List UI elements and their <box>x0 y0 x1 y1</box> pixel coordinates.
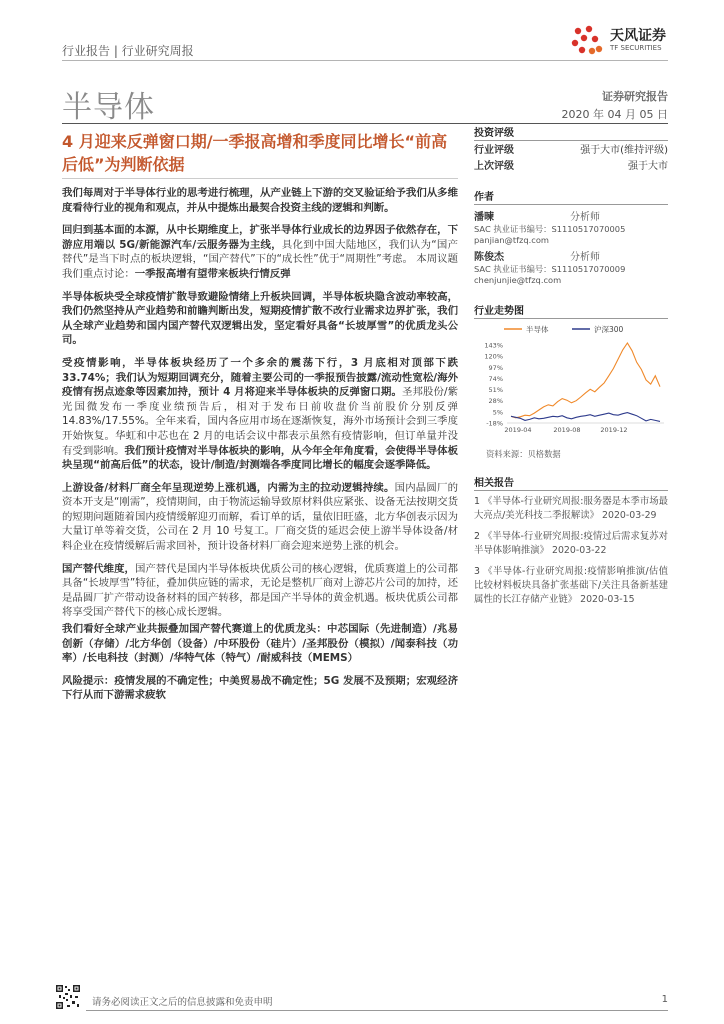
paragraph-intro <box>62 186 458 215</box>
y-tick-label: -18% <box>486 419 503 428</box>
rating-title: 投资评级 <box>474 124 668 141</box>
chart-section <box>474 302 668 319</box>
fundamentals-text: 具化到中国大陆地区，我们认为“国产替代”是当下时点的板块逻辑，“国产替代”下的“成长性”优于“周期性”考虑。 本周议题我们重点讨论： <box>62 238 458 280</box>
related-report-text[interactable]: 2 《半导体-行业研究周报:疫情过后需求复苏对半导体影响推演》 <box>474 530 668 557</box>
x-tick-label: 2019-08 <box>553 426 581 434</box>
risk-warning-text: 风险提示：疫情发展的不确定性；中美贸易战不确定性；5G 发展不及预期；宏观经济下行从而下游需求疲软 <box>62 674 458 702</box>
report-body <box>62 186 458 711</box>
logo-name: 天风证券 <box>610 28 666 44</box>
industry-rating-label: 行业评级 <box>474 145 514 156</box>
chart-section-title: 行业走势图 <box>474 302 668 319</box>
epidemic-lead: 受疫情影响，半导体板块经历了一个多余的震荡下行，3 月底相对顶部下跌 33.74%；我们认为短期回调充分，随着主要公司的一季报预告披露/流动性宽松/海外疫情有拐点迹象等因素加持，预计 4 月将迎来半导体板块的反弹窗口期。 <box>62 356 458 399</box>
previous-rating-value: 强于大市 <box>628 161 668 172</box>
report-category: 行业报告 | 行业研究周报 <box>62 44 194 58</box>
industry-title: 半导体 <box>62 90 155 125</box>
intro-text: 我们每周对于半导体行业的思考进行梳理，从产业链上下游的交叉验证给予我们从多维度看待行业的视角和观点，并从中提炼出最契合投资主线的逻辑和判断。 <box>62 187 458 214</box>
authors-title: 作者 <box>474 188 668 205</box>
related-reports-section <box>474 474 668 614</box>
paragraph-risk <box>62 674 458 703</box>
industry-rating-value: 强于大市(维持评级) <box>580 145 668 156</box>
equipment-lead: 上游设备/材料厂商全年呈现逆势上涨机遇，内需为主的拉动逻辑持续。 <box>62 481 395 494</box>
y-tick-label: 120% <box>484 352 503 361</box>
related-report-date: 2020-03-15 <box>580 594 635 606</box>
y-tick-label: 5% <box>492 408 503 417</box>
footer-divider <box>86 1010 668 1011</box>
rating-section <box>474 124 668 175</box>
author-role: 分析师 <box>570 252 600 263</box>
y-tick-label: 51% <box>488 386 503 395</box>
equipment-text: 国内晶圆厂的资本开支是“刚需”，疫情期间，由于物流运输导致原材料供应紧张、设备无法按期交货的短期问题随着国内疫情缓解迎刃而解，看订单的话，量依旧旺盛，北方华创表示因为大量订单等着交货，公司在 2 月 10 号复工。厂商交货的延迟会使上游半导体设备/材料企业在疫情缓解后需求回补，预计设备材料厂商会迎来逆势上涨的机会。 <box>62 481 458 553</box>
stock-picks-text: 我们看好全球产业共振叠加国产替代赛道上的优质龙头：中芯国际（先进制造）/兆易创新（存储）/北方华创（设备）/中环股份（硅片）/圣邦股份（模拟）/闻泰科技（功率）/长电科技（封测）/华特气体（特气）/耐威科技（MEMS） <box>62 623 458 665</box>
authors-section <box>474 188 668 286</box>
report-main-title: 4 月迎来反弹窗口期/一季报高增和季度同比增长“前高后低”为判断依据 <box>62 132 448 174</box>
previous-rating-label: 上次评级 <box>474 161 514 172</box>
related-reports-list <box>474 495 668 608</box>
legend-label-csi300: 沪深300 <box>594 325 624 334</box>
related-report-date: 2020-03-22 <box>552 545 607 557</box>
x-tick-label: 2019-12 <box>600 426 628 434</box>
author-name-row <box>474 211 668 224</box>
series-line-semiconductor <box>511 343 660 418</box>
legend-label-semiconductor: 半导体 <box>526 325 549 334</box>
fundamentals-lead: 回归到基本面的本源，从中长期维度上，扩张半导体行业成长的边界因子依然存在，下游应用端以 5G/新能源汽车/云服务器为主线， <box>62 224 458 251</box>
paragraph-domestic <box>62 562 458 620</box>
chart-source: 资料来源：贝格数据 <box>486 449 561 459</box>
paragraph-equipment <box>62 481 458 554</box>
author-card <box>474 251 668 286</box>
domestic-text: 国产替代是国内半导体板块优质公司的核心逻辑，优质赛道上的公司都具备“长坡厚雪”特征，叠加供应链的需求，无论是整机厂商对上游芯片公司的加持，还是晶圆厂扩产带动设备材料的国产转移，都是国产半导体的黄金机遇。板块优质公司都将享受国产替代下的核心成长逻辑。 <box>62 562 458 619</box>
author-email[interactable]: chenjunjie@tfzq.com <box>474 275 562 285</box>
trend-chart <box>474 320 668 450</box>
page-number: 1 <box>661 994 668 1005</box>
related-report-item[interactable] <box>474 530 668 559</box>
related-report-text[interactable]: 1 《半导体-行业研究周报:服务器是本季市场最大亮点/美光科技二季报解读》 <box>474 496 668 522</box>
author-name: 潘暕 <box>474 212 494 223</box>
fundamentals-topic: 一季报高增有望带来板块行情反弹 <box>134 267 291 280</box>
epidemic-text: 圣邦股份/紫光国微发布一季度业绩预告后，相对于发布日前收盘价当前股价分别反弹 14.83%/17.55%。全年来看，国内各应用市场在逐渐恢复，海外市场预计会到三季度开始恢复。华虹和中芯也在 2 月的电话会议中都表示虽然有疫情影响，但订单量并没有受到影响。 <box>62 386 458 457</box>
author-role: 分析师 <box>570 212 600 223</box>
report-date: 2020 年 04 月 05 日 <box>561 108 668 121</box>
qr-code-icon <box>55 984 81 1010</box>
paragraph-picks <box>62 622 458 666</box>
x-tick-label: 2019-04 <box>504 426 532 434</box>
y-tick-label: 28% <box>488 397 503 406</box>
author-email[interactable]: panjian@tfzq.com <box>474 235 550 245</box>
trend-chart-svg <box>474 320 668 450</box>
y-tick-label: 97% <box>488 363 503 372</box>
paragraph-fundamentals <box>62 223 458 281</box>
author-name: 陈俊杰 <box>474 252 504 263</box>
industry-rating-row <box>474 143 668 159</box>
previous-rating-row <box>474 159 668 175</box>
related-report-date: 2020-03-29 <box>602 510 657 522</box>
y-tick-label: 143% <box>484 341 503 350</box>
title-underline <box>62 178 458 179</box>
report-type: 证券研究报告 <box>602 90 668 103</box>
related-report-item[interactable] <box>474 565 668 608</box>
paragraph-epidemic <box>62 356 458 473</box>
author-name-row <box>474 251 668 264</box>
related-report-text[interactable]: 3 《半导体-行业研究周报:疫情影响推演/估值比较材料板块具备扩张基础下/关注具备新基建属性的长江存储产业链》 <box>474 565 668 606</box>
author-cert: SAC 执业证书编号：S1110517070009 <box>474 264 626 274</box>
domestic-lead: 国产替代维度， <box>62 562 135 575</box>
related-report-item[interactable] <box>474 495 668 524</box>
footer-disclaimer: 请务必阅读正文之后的信息披露和免责申明 <box>92 997 273 1008</box>
company-logo <box>566 22 686 66</box>
y-tick-label: 74% <box>488 374 503 383</box>
logo-mark-icon <box>566 22 606 62</box>
related-reports-title: 相关报告 <box>474 474 668 491</box>
paragraph-volatility <box>62 290 458 348</box>
logo-english: TF SECURITIES <box>610 44 662 52</box>
volatility-text: 半导体板块受全球疫情扩散导致避险情绪上升板块回调，半导体板块隐含波动率较高，我们仍然坚持从产业趋势和前瞻判断出发，短期疫情扩散不改行业需求边界扩张，我们从全球产业趋势和国内国产替代双逻辑出发，坚定看好具备“长坡厚雪”的优质龙头公司。 <box>62 290 458 347</box>
epidemic-conclusion: 我们预计疫情对半导体板块的影响，从今年全年角度看，会使得半导体板块呈现“前高后低”的状态，设计/制造/封测端各季度同比增长的幅度会逐季降低。 <box>62 444 458 472</box>
author-cert: SAC 执业证书编号：S1110517070005 <box>474 224 626 234</box>
author-card <box>474 211 668 246</box>
